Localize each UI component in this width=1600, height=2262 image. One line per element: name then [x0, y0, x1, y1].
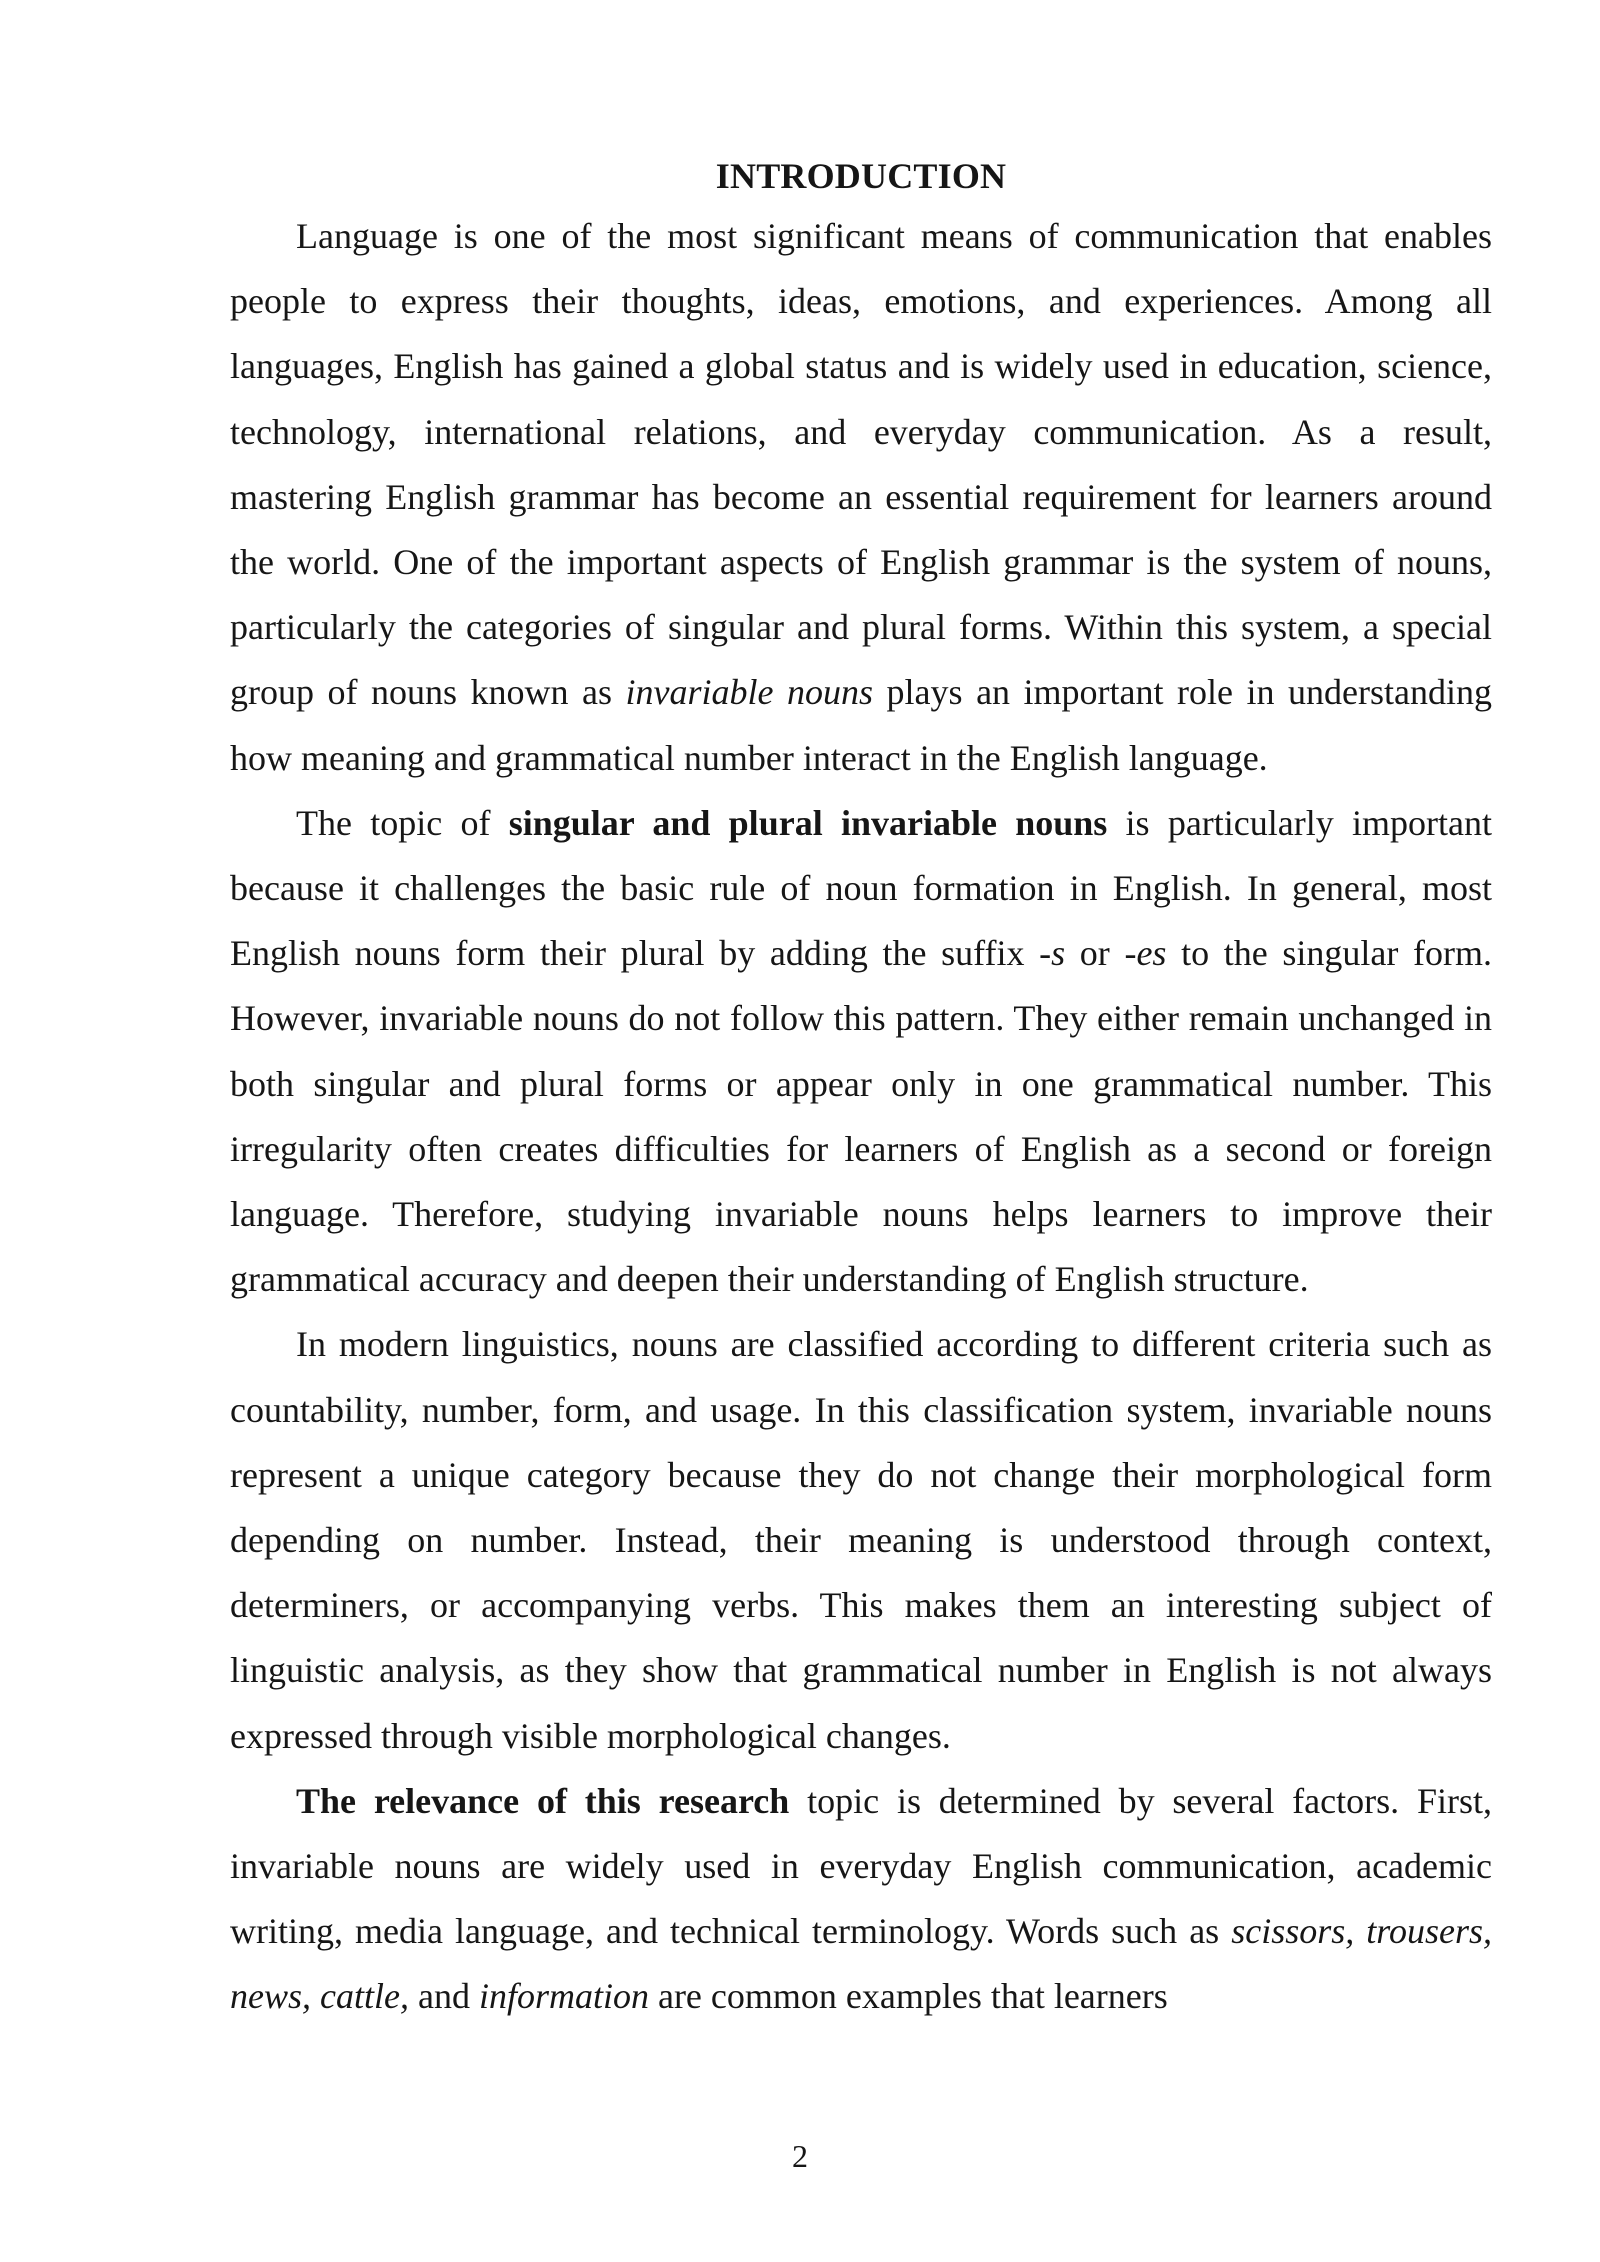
paragraph-2	[230, 791, 1492, 1313]
paragraph-2-text-3: or	[1065, 933, 1125, 974]
paragraph-1-text-2: plays an important role in understanding how meaning and grammatical number interact in the English language.	[230, 672, 1492, 778]
paragraph-1	[230, 204, 1492, 791]
paragraph-3	[230, 1312, 1492, 1768]
paragraph-1-text-1: Language is one of the most significant means of communication that enables people to express their thoughts, ideas, emotions, and experiences. Among all languages, English has gained a global status and is widely used in education, science, technology, international relations, and everyday communication. As a result, mastering English grammar has become an essential requirement for learners around the world. One of the important aspects of English grammar is the system of nouns, particularly the categories of singular and plural forms. Within this system, a special group of nouns known as	[230, 216, 1492, 713]
paragraph-1-italic-term: invariable nouns	[625, 672, 874, 713]
paragraph-4-bold-relevance: The relevance of this research	[296, 1780, 790, 1821]
paragraph-2-italic-suffix-s: -s	[1039, 933, 1066, 974]
paragraph-4-italic-information: information	[478, 1976, 649, 2017]
paragraph-4-text-3: are common examples that learners	[648, 1976, 1168, 2017]
paragraph-2-italic-suffix-es: -es	[1124, 933, 1167, 974]
paragraph-4-text-2: and	[408, 1976, 479, 2017]
paragraph-2-text-2: is particularly important because it challenges the basic rule of noun formation in English. In general, most English nouns form their plural by adding the suffix	[230, 802, 1492, 974]
paragraph-2-bold-topic: singular and plural invariable nouns	[508, 802, 1108, 843]
page-body	[230, 148, 1492, 2030]
page-number: 2	[792, 2138, 808, 2174]
section-heading: INTRODUCTION	[715, 156, 1007, 196]
paragraph-2-text-1: The topic of	[296, 802, 509, 843]
paragraph-4-italic-examples: scissors, trousers, news, cattle,	[230, 1911, 1492, 2017]
paragraph-2-text-4: to the singular form. However, invariable nouns do not follow this pattern. They either remain unchanged in both singular and plural forms or appear only in one grammatical number. This irregularity often creates difficulties for learners of English as a second or foreign language. Therefore, studying invariable nouns helps learners to improve their grammatical accuracy and deepen their understanding of English structure.	[230, 933, 1492, 1300]
paragraph-4-text-1: topic is determined by several factors. First, invariable nouns are widely used in everyday English communication, academic writing, media language, and technical terminology. Words such as	[230, 1780, 1492, 1952]
paragraph-4	[230, 1769, 1492, 2030]
paragraph-3-text-1: In modern linguistics, nouns are classified according to different criteria such as countability, number, form, and usage. In this classification system, invariable nouns represent a unique category because they do not change their morphological form depending on number. Instead, their meaning is understood through context, determiners, or accompanying verbs. This makes them an interesting subject of linguistic analysis, as they show that grammatical number in English is not always expressed through visible morphological changes.	[230, 1324, 1492, 1756]
